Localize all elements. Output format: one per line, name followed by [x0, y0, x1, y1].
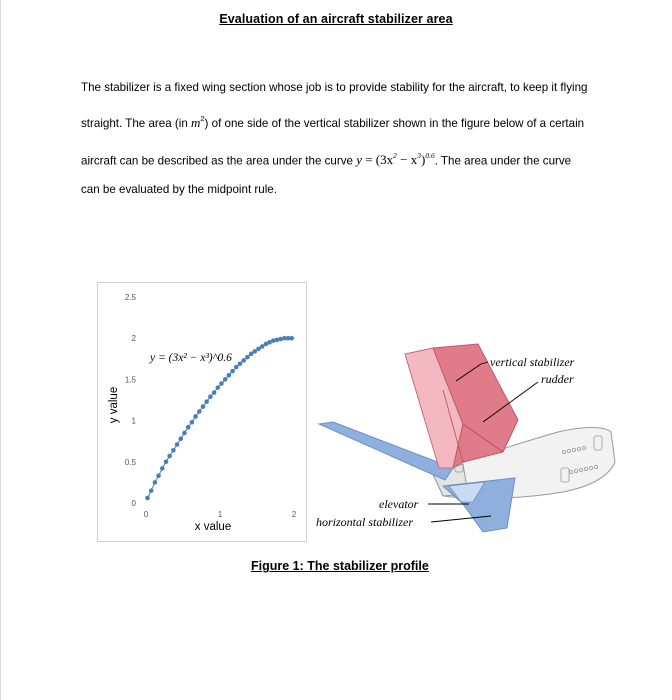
paragraph-line-4: can be evaluated by the midpoint rule.	[81, 183, 277, 196]
data-point	[219, 381, 224, 386]
data-point	[227, 373, 232, 378]
data-point	[238, 361, 243, 366]
paragraph-line-2: straight. The area (in $m^2$) of one side of the vertical stabilizer shown in the figure below of a certain	[81, 114, 585, 130]
data-point	[145, 496, 150, 501]
data-point	[201, 404, 206, 409]
label-elevator: elevator	[379, 497, 419, 511]
data-point	[245, 355, 250, 360]
data-point	[215, 385, 220, 390]
data-point	[156, 474, 161, 479]
data-point	[208, 394, 213, 399]
data-point	[241, 358, 246, 363]
aircraft-tail-illustration	[313, 336, 618, 536]
label-rudder: rudder	[541, 372, 574, 386]
data-point	[167, 454, 172, 459]
x-tick-label: 1	[217, 510, 223, 519]
chart-frame	[97, 282, 307, 542]
y-tick-label: 1.5	[124, 375, 136, 385]
data-point	[230, 369, 235, 374]
data-point	[190, 420, 195, 425]
data-point	[175, 442, 180, 447]
y-tick-label: 0	[131, 499, 136, 508]
data-point	[193, 414, 198, 419]
data-point	[164, 460, 169, 465]
unit-m: m	[190, 114, 201, 130]
chart-annotation: y = (3x² − x³)^0.6	[150, 352, 232, 364]
data-point	[178, 436, 183, 441]
curve-formula: $y = (3x^2 - x^3)^{0.6}$	[356, 151, 435, 168]
figure-caption: Figure 1: The stabilizer profile	[251, 559, 429, 573]
data-point	[171, 448, 176, 453]
data-point	[223, 377, 228, 382]
paragraph-line-1: The stabilizer is a fixed wing section whose job is to provide stability for the aircraft, to keep it flying	[81, 81, 588, 94]
label-vertical-stabilizer: vertical stabilizer	[490, 355, 575, 369]
data-point	[149, 488, 154, 493]
chart-ylabel: y value	[108, 386, 120, 424]
data-point	[153, 480, 158, 485]
data-point	[197, 409, 202, 414]
page-edge	[0, 0, 1, 700]
data-point	[160, 466, 165, 471]
label-horizontal-stabilizer: horizontal stabilizer	[316, 515, 414, 529]
chart-plot	[98, 283, 306, 541]
data-point	[212, 390, 217, 395]
y-tick-label: 2.5	[124, 293, 136, 302]
y-tick-label: 1	[131, 416, 136, 426]
data-point	[182, 431, 187, 436]
chart-xlabel: x value	[194, 521, 232, 533]
data-point	[289, 336, 294, 341]
y-tick-label: 0.5	[124, 457, 136, 467]
paragraph-line-3: aircraft can be described as the area under the curve $y = (3x^2 - x^3)^{0.6}$. The area under the curve	[81, 151, 572, 168]
y-tick-label: 2	[131, 334, 136, 344]
x-tick-label: 2	[291, 510, 297, 519]
data-point	[234, 365, 239, 370]
data-point	[186, 425, 191, 430]
document-title: Evaluation of an aircraft stabilizer area	[219, 12, 453, 26]
x-tick-label: 0	[143, 510, 149, 519]
data-point	[204, 399, 209, 404]
